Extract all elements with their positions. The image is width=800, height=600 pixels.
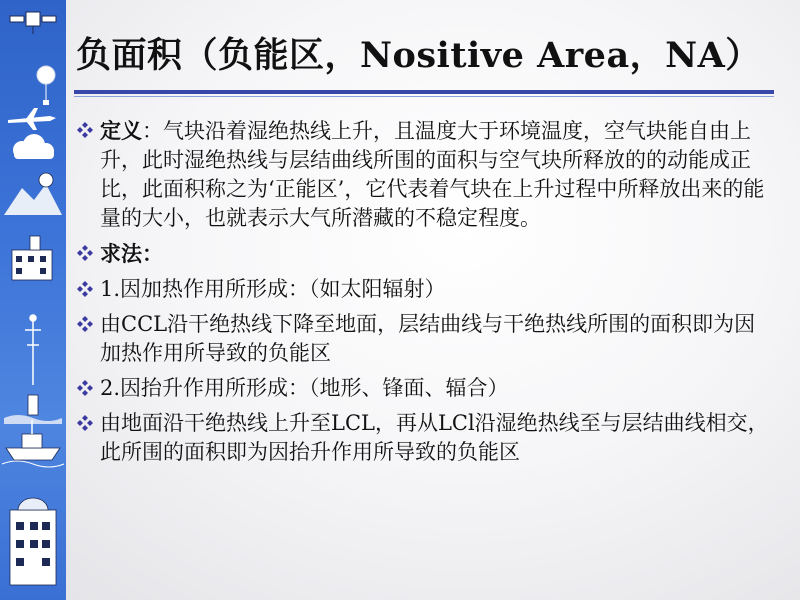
airplane-icon (8, 108, 56, 130)
bullet-lead: 求法 (100, 241, 142, 266)
bullet-lifting (72, 374, 772, 403)
diamond-bullet-icon (76, 414, 94, 432)
title-divider-thin (74, 96, 774, 97)
diamond-bullet-icon (76, 379, 94, 397)
diamond-bullet-icon (76, 280, 94, 298)
side-decoration-strip (0, 0, 66, 600)
bullet-text: 1.因加热作用所形成：（如太阳辐射） (100, 277, 446, 301)
diamond-bullet-icon (76, 244, 94, 262)
slide-title: 负面积（负能区，Nositive Area，NA） (76, 35, 761, 76)
buoy-icon (4, 395, 62, 424)
diamond-bullet-icon (76, 315, 94, 333)
observatory-building-icon (10, 498, 56, 585)
bullet-text: ： (142, 241, 163, 266)
bullet-text: 2.因抬升作用所形成：（地形、锋面、辐合） (100, 376, 509, 400)
cloud-icon (13, 134, 54, 159)
bullet-lifting-detail (72, 409, 772, 467)
weather-station-icon (12, 236, 52, 280)
bullet-lead: 定义 (100, 118, 142, 143)
bullet-text: 由CCL沿干绝热线下降至地面，层结曲线与干绝热线所围的面积即为因加热作用所导致的负能区 (100, 312, 756, 365)
bullet-definition (72, 116, 772, 233)
diamond-bullet-icon (76, 121, 94, 139)
weather-balloon-icon (37, 66, 55, 105)
ship-icon (2, 420, 64, 467)
bullet-text: ：气块沿着湿绝热线上升，且温度大于环境温度，空气块能自由上升，此时湿绝热线与层结曲线所围的面积与空气块所释放的的动能成正比，此面积称之为‘正能区’，它代表着气块在上升过程中所释放出来的能量的大小，也就表示大气所潜藏的不稳定程度。 (100, 119, 765, 230)
satellite-icon (10, 12, 56, 34)
radar-dome-icon (4, 173, 62, 215)
title-divider (74, 90, 774, 94)
bullet-heating-detail (72, 310, 772, 368)
bullet-heating (72, 275, 772, 304)
bullet-method (72, 239, 772, 269)
bullet-text: 由地面沿干绝热线上升至LCL，再从LCl沿湿绝热线至与层结曲线相交，此所围的面积即为因抬升作用所导致的负能区 (100, 411, 769, 464)
antenna-mast-icon (25, 315, 41, 385)
bullet-list (72, 116, 772, 473)
